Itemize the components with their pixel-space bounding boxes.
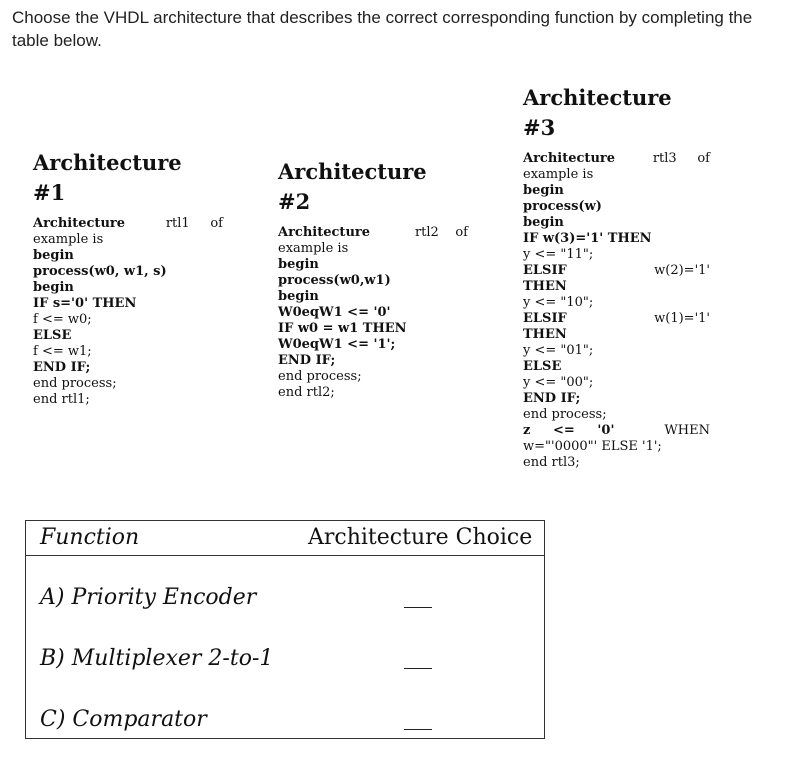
architecture-3-column — [523, 83, 710, 471]
code-line — [33, 216, 223, 232]
table-row-comparator — [40, 707, 207, 737]
architecture-1-heading: Architecture #1 — [33, 150, 182, 205]
code-line: THEN — [523, 327, 567, 342]
code-line: END IF; — [523, 391, 581, 406]
answer-blank-comparator[interactable] — [404, 729, 432, 730]
code-line: example is — [278, 241, 349, 256]
code-line: y <= "01"; — [523, 343, 594, 358]
code-line: end rtl2; — [278, 385, 335, 400]
code-line: IF w0 = w1 THEN — [278, 321, 407, 336]
code-line — [523, 263, 710, 279]
architecture-2-heading: Architecture #2 — [278, 159, 427, 214]
table-header — [26, 521, 544, 556]
answer-blank-priority-encoder[interactable] — [404, 607, 432, 608]
code-line — [523, 311, 710, 327]
code-line: W0eqW1 <= '0' — [278, 305, 391, 320]
code-line-left: Architecture — [33, 216, 126, 231]
architecture-1-column — [33, 148, 223, 408]
code-line-left: ELSIF — [523, 311, 567, 326]
answer-blank-multiplexer[interactable] — [404, 668, 432, 669]
code-line-left: Architecture — [523, 151, 616, 166]
architecture-choice-column-header: Architecture Choice — [308, 525, 533, 550]
code-line: END IF; — [278, 353, 336, 368]
code-line-left: ELSIF — [523, 263, 567, 278]
code-line: W0eqW1 <= '1'; — [278, 337, 396, 352]
code-line: END IF; — [33, 360, 91, 375]
code-line-right: rtl2 of — [414, 225, 468, 240]
code-line: end rtl3; — [523, 455, 580, 470]
code-line-right: rtl1 of — [165, 216, 223, 231]
code-line: y <= "10"; — [523, 295, 594, 310]
code-line: process(w0,w1) — [278, 273, 391, 288]
function-label: B) Multiplexer 2-to-1 — [40, 646, 274, 671]
code-line: process(w0, w1, s) — [33, 264, 167, 279]
code-line-right: WHEN — [664, 423, 710, 438]
function-label: C) Comparator — [40, 707, 207, 732]
answer-table — [25, 520, 545, 739]
architecture-1-code — [33, 216, 223, 408]
code-line — [523, 151, 710, 167]
code-line: begin — [33, 248, 74, 263]
code-line-right: rtl3 of — [652, 151, 710, 166]
code-line: ELSE — [523, 359, 562, 374]
code-line — [523, 423, 710, 439]
architecture-3-code — [523, 151, 710, 471]
code-line: end rtl1; — [33, 392, 90, 407]
architecture-2-column — [278, 157, 468, 401]
code-line: f <= w0; — [33, 312, 92, 327]
code-line: end process; — [278, 369, 362, 384]
code-line: begin — [278, 289, 319, 304]
architecture-2-code — [278, 225, 468, 401]
code-line: begin — [523, 215, 564, 230]
code-line: begin — [278, 257, 319, 272]
code-line-left: Architecture — [278, 225, 371, 240]
code-line: THEN — [523, 279, 567, 294]
table-row-multiplexer — [40, 646, 273, 676]
code-line-left: z <= '0' — [523, 423, 615, 438]
code-line-right: w(2)='1' — [654, 263, 710, 278]
code-line: end process; — [33, 376, 117, 391]
code-line: IF s='0' THEN — [33, 296, 137, 311]
code-line: end process; — [523, 407, 607, 422]
question-text: Choose the VHDL architecture that describes the correct corresponding function by completing the table below. — [12, 8, 753, 50]
function-label: A) Priority Encoder — [40, 585, 257, 610]
code-line: y <= "00"; — [523, 375, 594, 390]
code-line: ELSE — [33, 328, 72, 343]
code-line-right: w(1)='1' — [654, 311, 710, 326]
code-line: IF w(3)='1' THEN — [523, 231, 652, 246]
code-line: begin — [523, 183, 564, 198]
code-line: w="'0000"' ELSE '1'; — [523, 439, 662, 454]
code-line — [278, 225, 468, 241]
code-line: y <= "11"; — [523, 247, 594, 262]
function-column-header: Function — [40, 525, 140, 550]
architecture-3-heading: Architecture #3 — [523, 85, 672, 140]
code-line: example is — [523, 167, 594, 182]
code-line: process(w) — [523, 199, 602, 214]
code-line: f <= w1; — [33, 344, 92, 359]
code-line: begin — [33, 280, 74, 295]
code-line: example is — [33, 232, 104, 247]
table-row-priority-encoder — [40, 585, 256, 615]
